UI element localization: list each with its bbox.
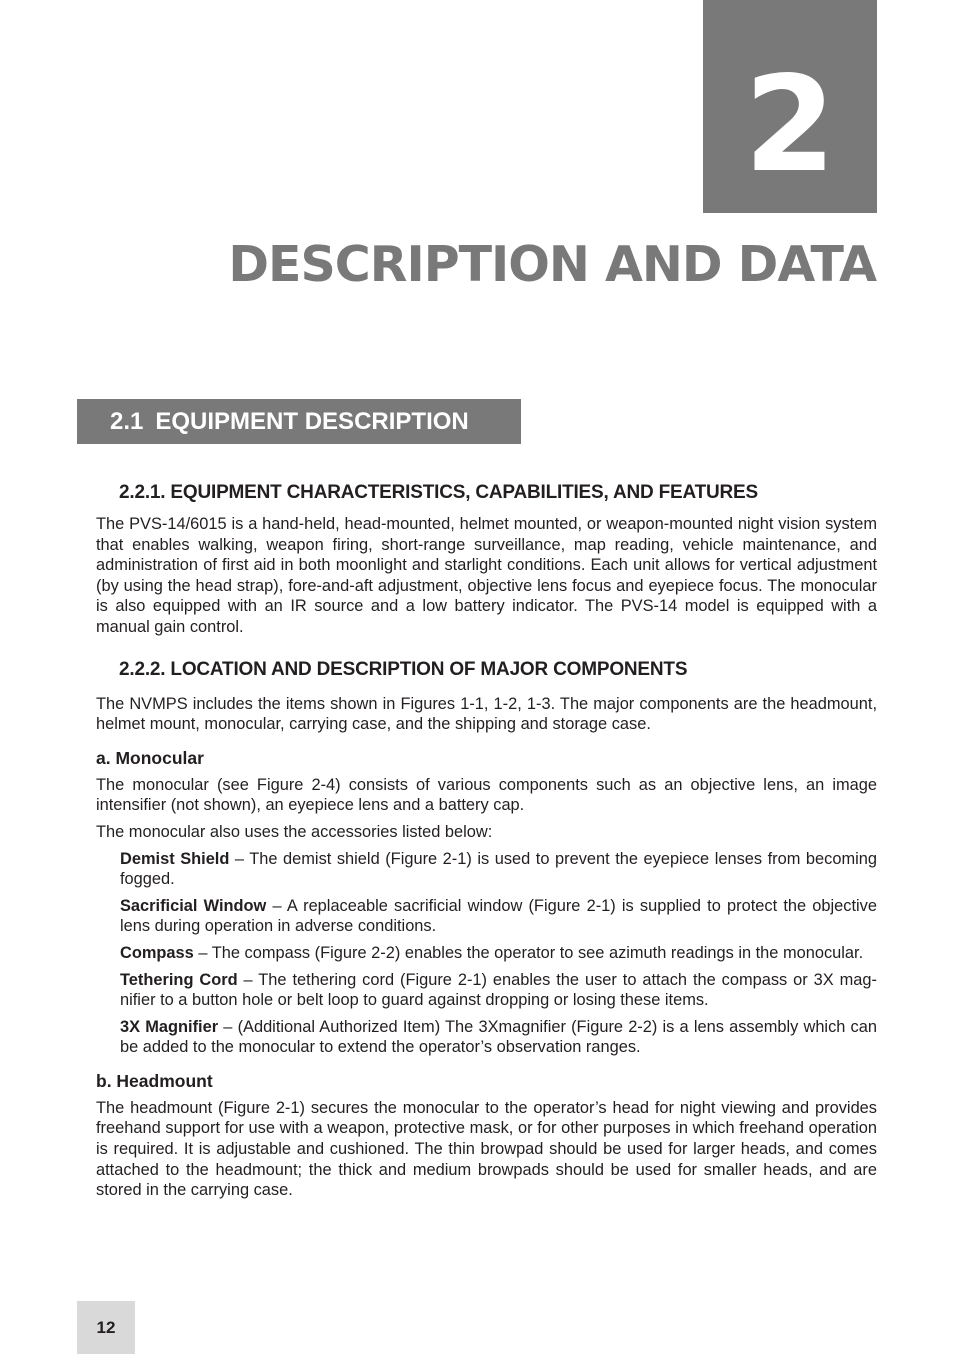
components-paragraph: The NVMPS includes the items shown in Figures 1-1, 1-2, 1-3. The major components are the headmount, helmet mount, monocular, carrying case, and the shipping and storage case. [96,694,877,734]
headmount-heading: b. Headmount [96,1070,213,1091]
accessory-item-3x-magnifier [96,1017,877,1058]
chapter-number-box [703,0,877,213]
chapter-title: DESCRIPTION AND DATA [228,236,876,293]
subsection-heading-components: 2.2.2. LOCATION AND DESCRIPTION OF MAJOR COMPONENTS [119,658,688,680]
monocular-paragraph: The monocular (see Figure 2-4) consists of various components such as an objective lens, an image intensifier (not shown), an eyepiece lens and a battery cap. [96,775,877,815]
accessory-term: Demist Shield [120,849,230,868]
accessory-term: Compass [120,943,194,962]
monocular-heading: a. Monocular [96,747,204,768]
accessories-intro: The monocular also uses the accessories listed below: [96,822,493,841]
section-title: EQUIPMENT DESCRIPTION [155,407,469,435]
accessory-term: Sacrificial Window [120,896,267,915]
accessory-description: – The compass (Figure 2-2) enables the operator to see azimuth readings in the monocular. [193,943,864,962]
accessory-description: – A replaceable sacrificial window (Figure 2-1) is supplied to protect the objective lens during operation in adverse conditions. [120,896,877,936]
characteristics-paragraph: The PVS-14/6015 is a hand-held, head-mounted, helmet mounted, or weapon-mounted night vision system that enables walking, weapon firing, short-range surveillance, map reading, vehicle maintenance, and administration of first aid in both moonlight and starlight conditions. Each unit allows for vertical adjustment (by using the head strap), fore-and-aft adjustment, objective lens focus and eyepiece focus. The monocular is also equipped with an IR source and a low battery indicator. The PVS-14 model is equipped with a manual gain control. [96,515,877,636]
accessory-description: – (Additional Authorized Item) The 3Xmagnifier (Figure 2-2) is a lens assembly which can be added to the monocular to extend the operator’s observation ranges. [120,1017,877,1057]
accessory-item-compass [96,943,877,964]
accessory-term: Tethering Cord [120,970,238,989]
page-number: 12 [96,1317,116,1337]
accessory-item-sacrificial-window [96,896,877,937]
chapter-number: 2 [744,48,836,202]
accessory-description: – The tethering cord (Figure 2-1) enables the user to attach the compass or 3X magnifier to a button hole or belt loop to guard against dropping or losing these items. [120,970,877,1010]
page-content [96,481,877,1201]
headmount-paragraph: The headmount (Figure 2-1) secures the monocular to the operator’s head for night viewing and provides freehand support for use with a weapon, protective mask, or for other purposes in which freehand operation is required. It is adjustable and cushioned. The thin browpad should be used for larger heads, and comes attached to the headmount; the thick and medium browpads should be used for smaller heads, and are stored in the carrying case. [96,1098,877,1200]
subsection-heading-characteristics: 2.2.1. EQUIPMENT CHARACTERISTICS, CAPABILITIES, AND FEATURES [119,482,758,503]
accessory-item-tethering-cord [96,970,877,1011]
section-number: 2.1 [110,407,144,435]
accessory-item-demist-shield [96,849,877,890]
accessory-description: – The demist shield (Figure 2-1) is used to prevent the eyepiece lenses from becoming fogged. [120,849,877,889]
section-heading-bar [77,399,521,444]
page-number-box [77,1301,135,1354]
accessory-term: 3X Magnifier [120,1017,219,1036]
